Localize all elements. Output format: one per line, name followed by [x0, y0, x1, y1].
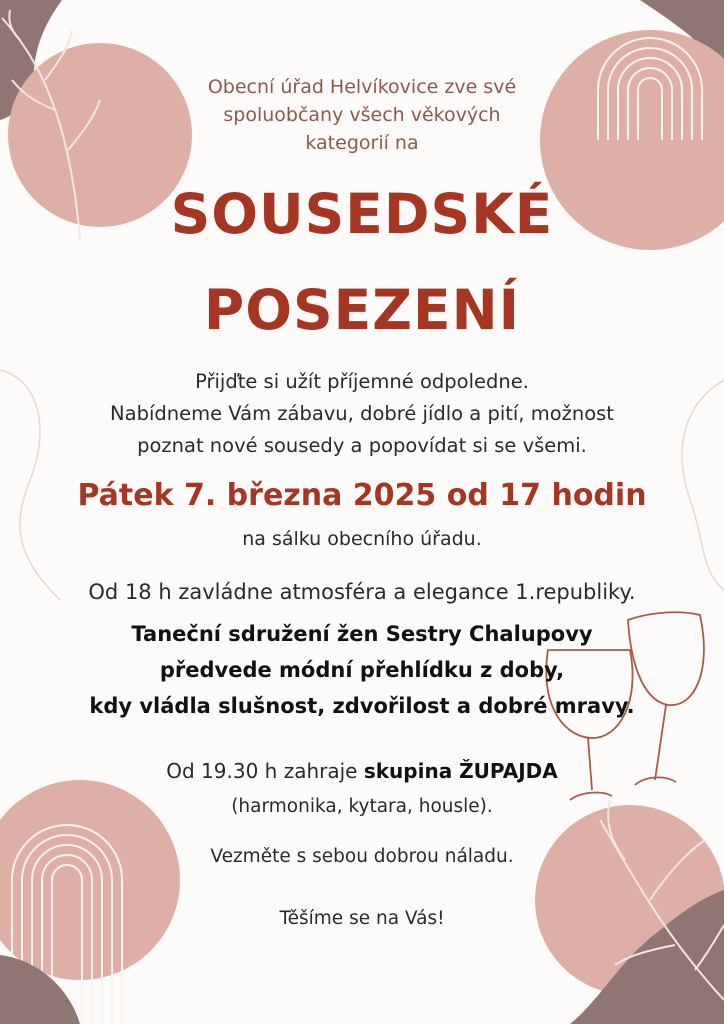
invitation-line-2: Nabídneme Vám zábavu, dobré jídlo a pití, možnost [110, 402, 614, 425]
program-music [0, 759, 724, 783]
event-date: Pátek 7. března 2025 od 17 hodin [77, 478, 647, 513]
program-fashion-show [0, 616, 724, 724]
closing-farewell: Těšíme se na Vás! [279, 908, 445, 929]
invitation-text [0, 366, 724, 462]
intro-line-3: kategorií na [305, 132, 419, 154]
closing-mood: Vezměte s sebou dobrou náladu. [210, 846, 514, 867]
event-place: na sálku obecního úřadu. [242, 528, 482, 550]
program-atmosphere: Od 18 h zavládne atmosféra a elegance 1.republiky. [88, 580, 636, 604]
intro-text [0, 73, 724, 157]
invitation-line-1: Přijďte si užít příjemné odpoledne. [195, 370, 529, 393]
music-instruments: (harmonika, kytara, housle). [231, 796, 493, 817]
fashion-line-3: kdy vládla slušnost, zdvořilost a dobré mravy. [89, 694, 635, 718]
title-line-1: SOUSEDSKÉ [170, 182, 554, 246]
invitation-line-3: poznat nové sousedy a popovídat si se všemi. [137, 434, 587, 457]
intro-line-1: Obecní úřad Helvíkovice zve své [207, 76, 517, 98]
music-prefix: Od 19.30 h zahraje [166, 759, 364, 783]
music-band: skupina ŽUPAJDA [363, 759, 558, 783]
fashion-line-1: Taneční sdružení žen Sestry Chalupovy [131, 622, 593, 646]
intro-line-2: spoluobčany všech věkových [223, 104, 501, 126]
title-line-2: POSEZENÍ [203, 278, 521, 342]
fashion-line-2: předvede módní přehlídku z doby, [159, 658, 565, 682]
